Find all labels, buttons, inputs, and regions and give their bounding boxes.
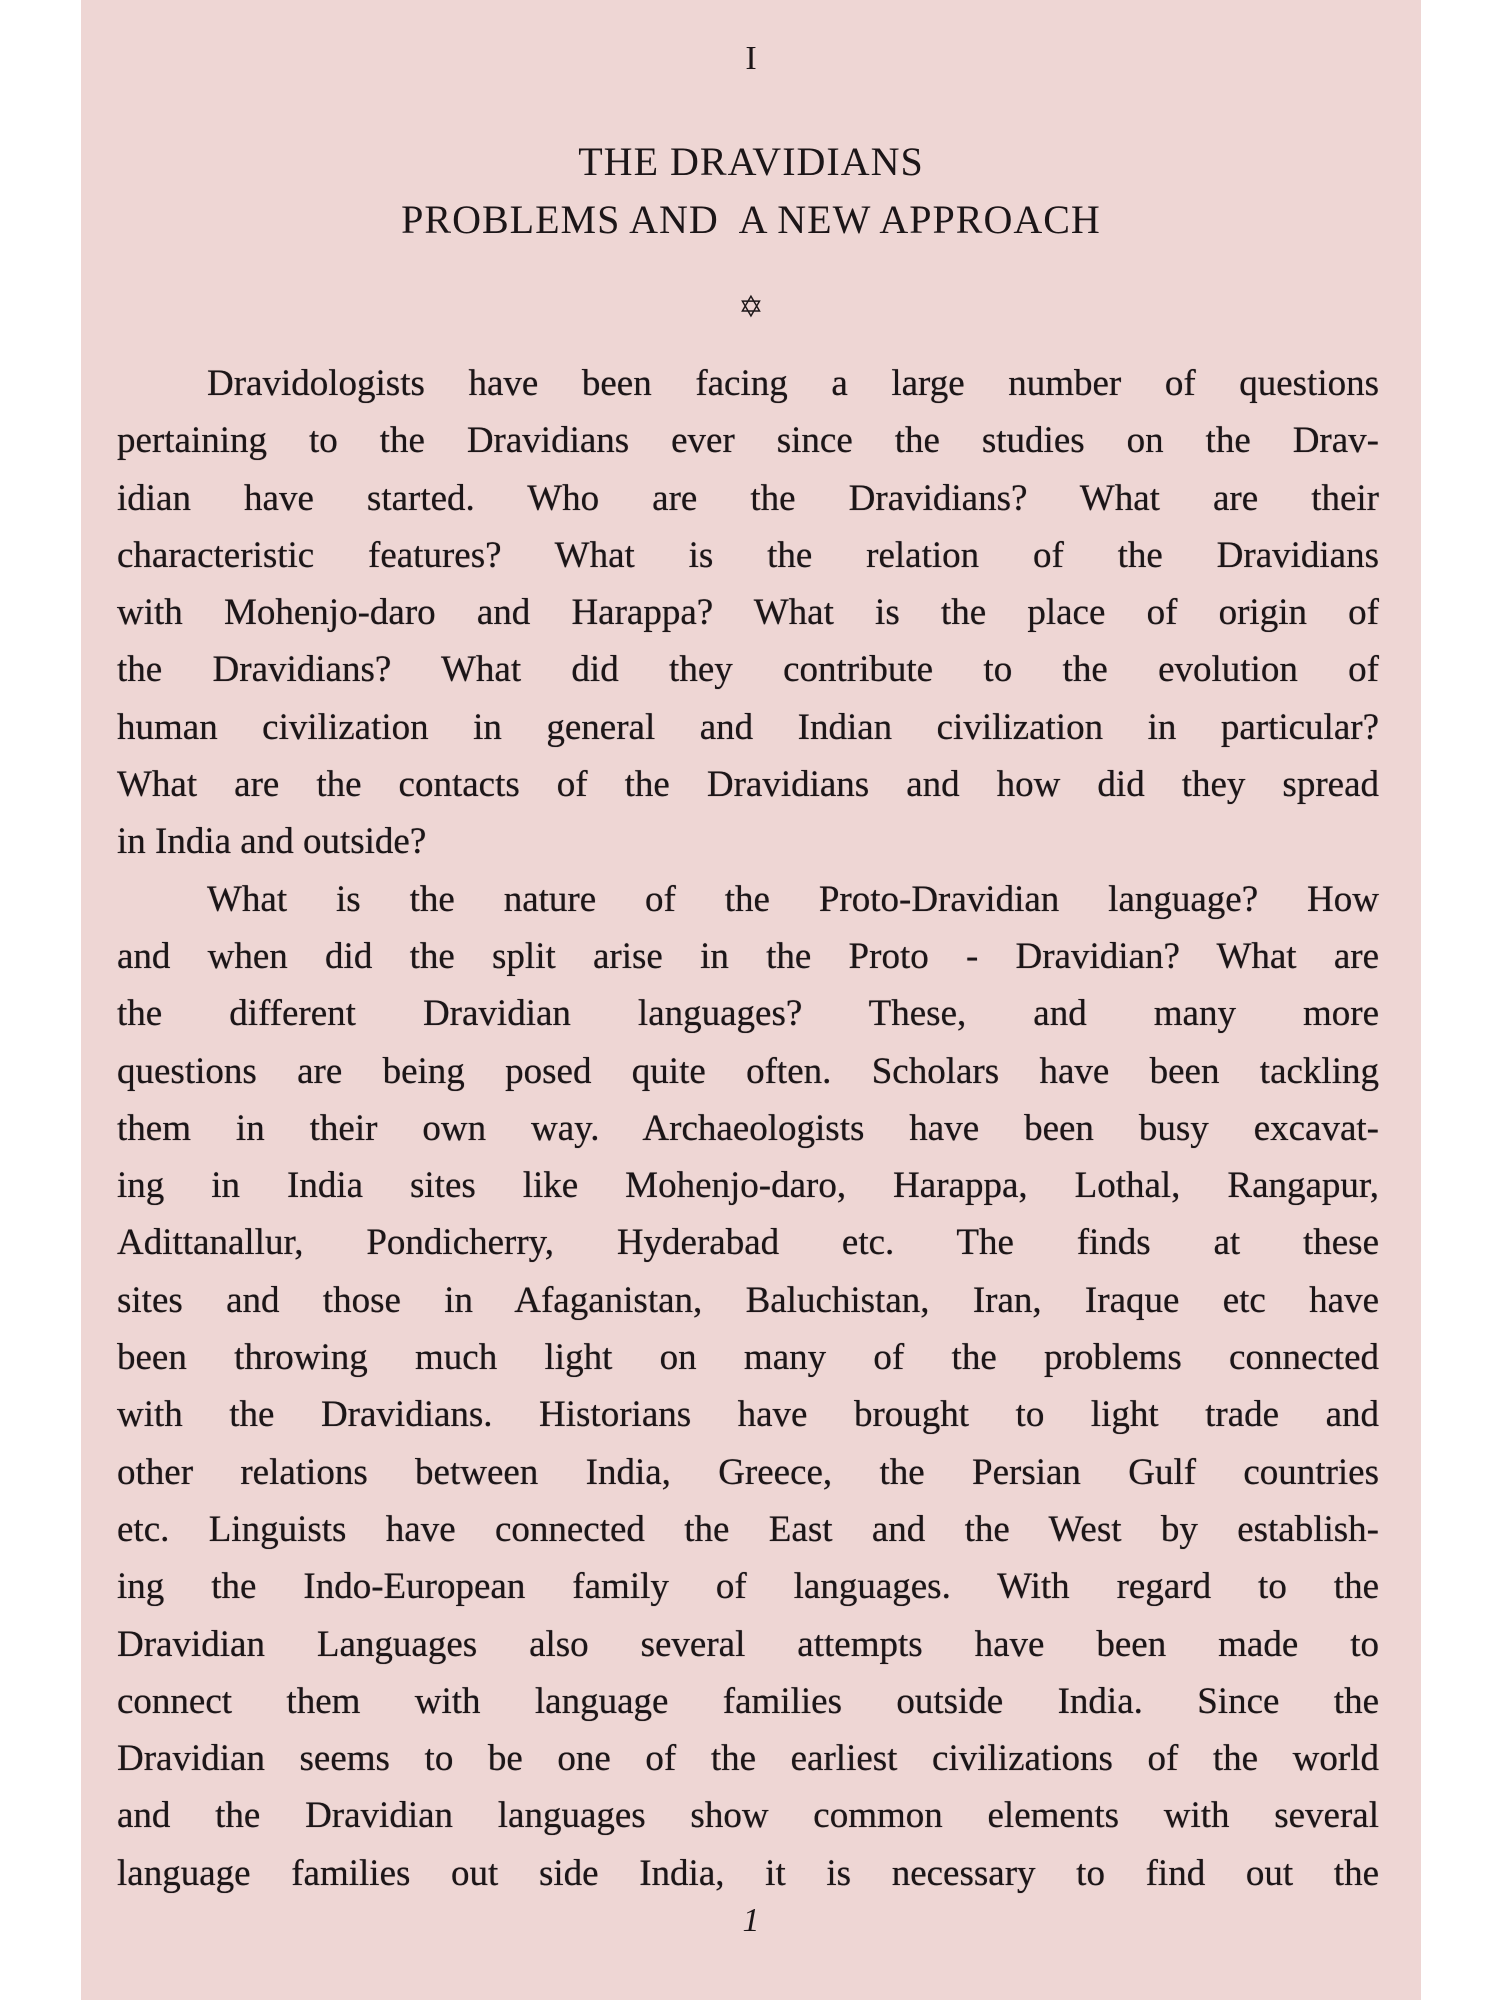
text-line: sites and those in Afaganistan, Baluchistan, Iran, Iraque etc have — [117, 1279, 1379, 1321]
body-text — [117, 355, 1379, 1902]
text-line: Dravidian seems to be one of the earliest civilizations of the world — [117, 1738, 1379, 1780]
text-line: been throwing much light on many of the problems connected — [117, 1337, 1379, 1379]
text-line: pertaining to the Dravidians ever since the studies on the Drav- — [117, 420, 1379, 462]
text-line: connect them with language families outside India. Since the — [117, 1680, 1379, 1722]
text-line: with Mohenjo-daro and Harappa? What is the place of origin of — [117, 592, 1379, 634]
text-line: other relations between India, Greece, the Persian Gulf countries — [117, 1451, 1379, 1493]
text-line: ing in India sites like Mohenjo-daro, Harappa, Lothal, Rangapur, — [117, 1165, 1379, 1207]
chapter-title: THE DRAVIDIANS — [578, 139, 924, 184]
text-line: the different Dravidian languages? These, and many more — [117, 993, 1379, 1035]
text-line: What are the contacts of the Dravidians and how did they spread — [117, 764, 1379, 806]
text-line: language families out side India, it is necessary to find out the — [117, 1852, 1379, 1894]
text-line: Adittanallur, Pondicherry, Hyderabad etc. The finds at these — [117, 1222, 1379, 1264]
text-line: idian have started. Who are the Dravidians? What are their — [117, 477, 1379, 519]
star-ornament-icon: ✡ — [738, 291, 764, 324]
chapter-number: I — [745, 40, 757, 77]
text-line: What is the nature of the Proto-Dravidian language? How — [207, 878, 1379, 920]
page-number: 1 — [742, 1902, 760, 1939]
text-line: questions are being posed quite often. Scholars have been tackling — [117, 1050, 1379, 1092]
text-line: and when did the split arise in the Proto - Dravidian? What are — [117, 935, 1379, 977]
text-line: them in their own way. Archaeologists have been busy excavat- — [117, 1107, 1379, 1149]
book-page — [81, 0, 1421, 2000]
text-line: etc. Linguists have connected the East and the West by establish- — [117, 1508, 1379, 1550]
text-line: ing the Indo-European family of languages. With regard to the — [117, 1566, 1379, 1608]
text-line: Dravidian Languages also several attempts have been made to — [117, 1623, 1379, 1665]
chapter-subtitle: PROBLEMS AND A NEW APPROACH — [401, 197, 1101, 242]
text-line: Dravidologists have been facing a large number of questions — [207, 363, 1379, 404]
text-line: the Dravidians? What did they contribute to the evolution of — [117, 649, 1379, 691]
text-line: with the Dravidians. Historians have brought to light trade and — [117, 1394, 1379, 1436]
text-line: characteristic features? What is the relation of the Dravidians — [117, 534, 1379, 576]
text-line: human civilization in general and Indian civilization in particular? — [117, 706, 1379, 748]
text-line: and the Dravidian languages show common elements with several — [117, 1795, 1379, 1837]
text-line: in India and outside? — [117, 821, 427, 863]
